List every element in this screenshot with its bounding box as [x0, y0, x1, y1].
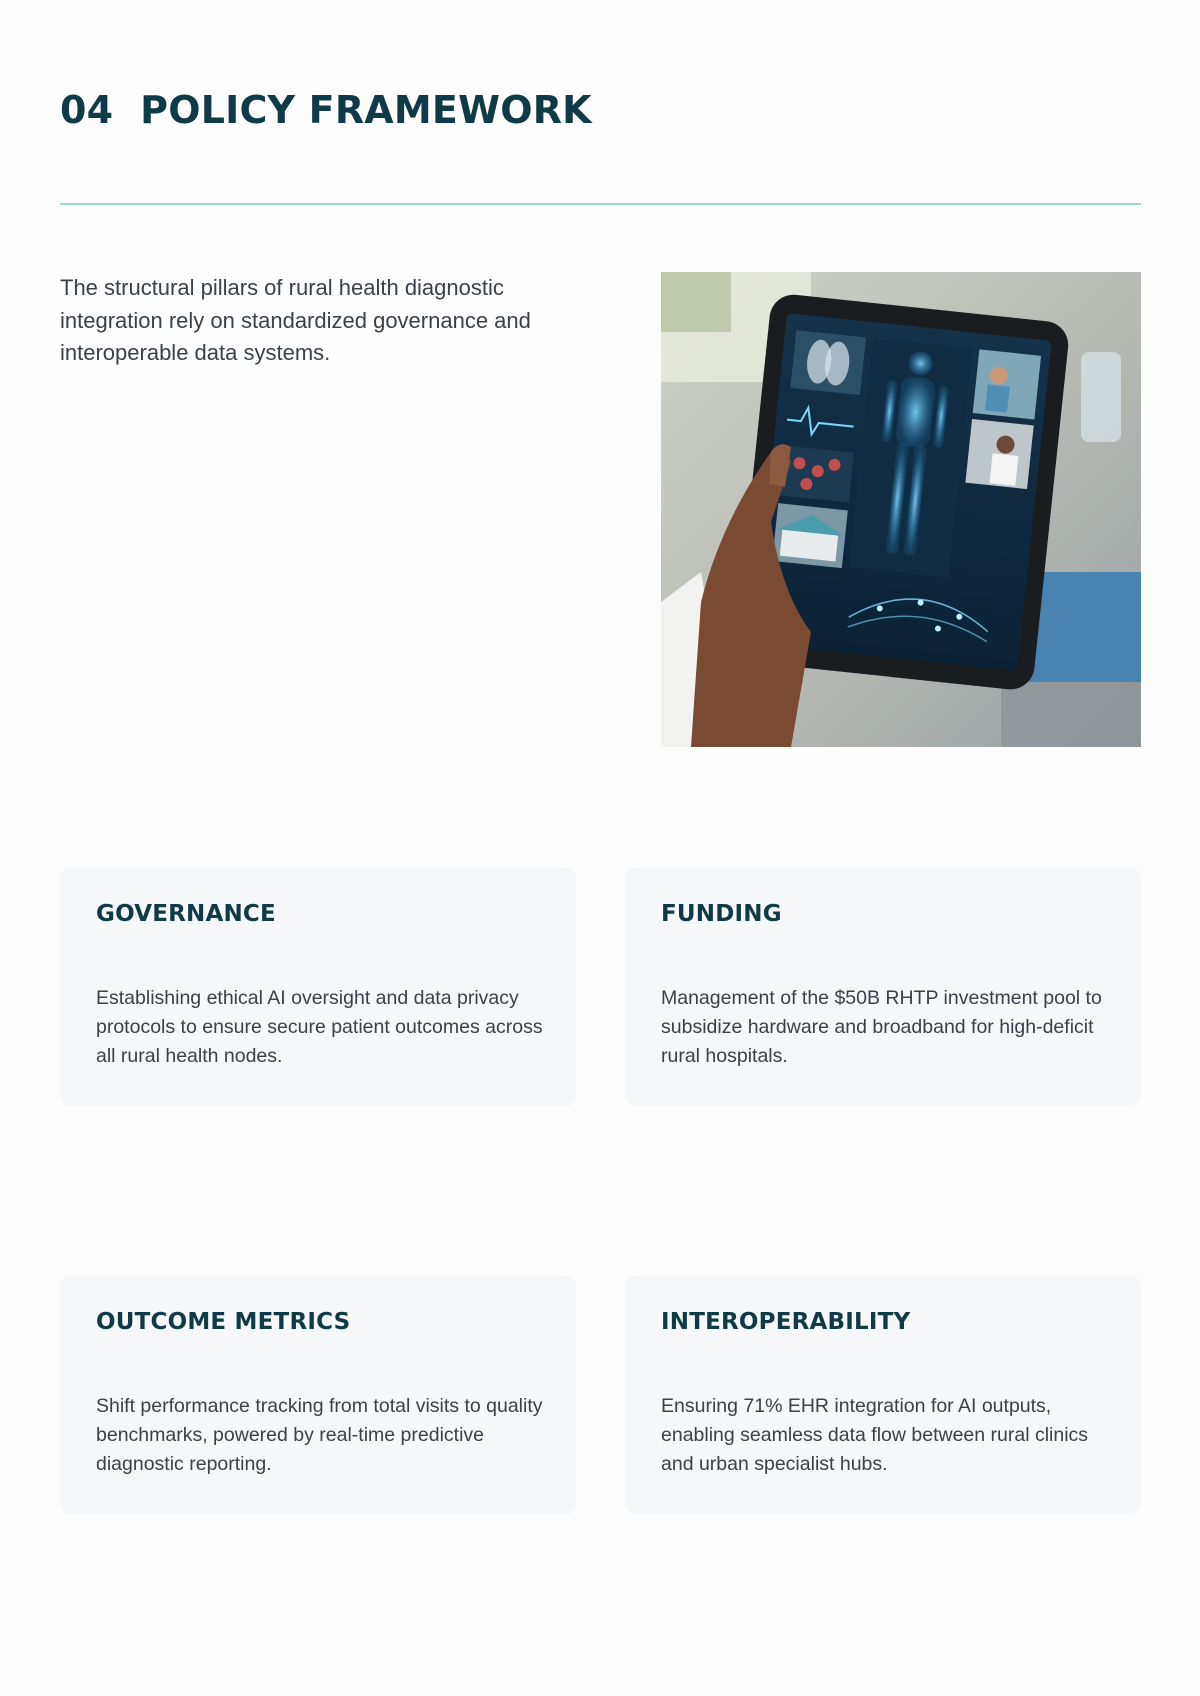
card-funding [625, 867, 1141, 1106]
card-interoperability [625, 1275, 1141, 1514]
intro-paragraph: The structural pillars of rural health diagnostic integration rely on standardized governance and interoperable data systems. [60, 275, 531, 365]
card-heading: OUTCOME METRICS [96, 1309, 351, 1335]
card-body: Ensuring 71% EHR integration for AI outputs, enabling seamless data flow between rural clinics and urban specialist hubs. [661, 1395, 1089, 1475]
card-body: Shift performance tracking from total visits to quality benchmarks, powered by real-time predictive diagnostic reporting. [96, 1395, 543, 1475]
card-heading: GOVERNANCE [96, 901, 276, 927]
card-heading: FUNDING [661, 901, 782, 927]
card-heading: INTEROPERABILITY [661, 1309, 911, 1335]
card-body: Establishing ethical AI oversight and data privacy protocols to ensure secure patient outcomes across all rural health nodes. [96, 987, 543, 1067]
card-governance [60, 867, 576, 1106]
card-outcome-metrics [60, 1275, 576, 1514]
page-title: 04 POLICY FRAMEWORK [60, 88, 592, 132]
hero-image [661, 272, 1141, 747]
card-body: Management of the $50B RHTP investment pool to subsidize hardware and broadband for high-deficit rural hospitals. [661, 987, 1102, 1067]
title-divider [60, 203, 1141, 205]
